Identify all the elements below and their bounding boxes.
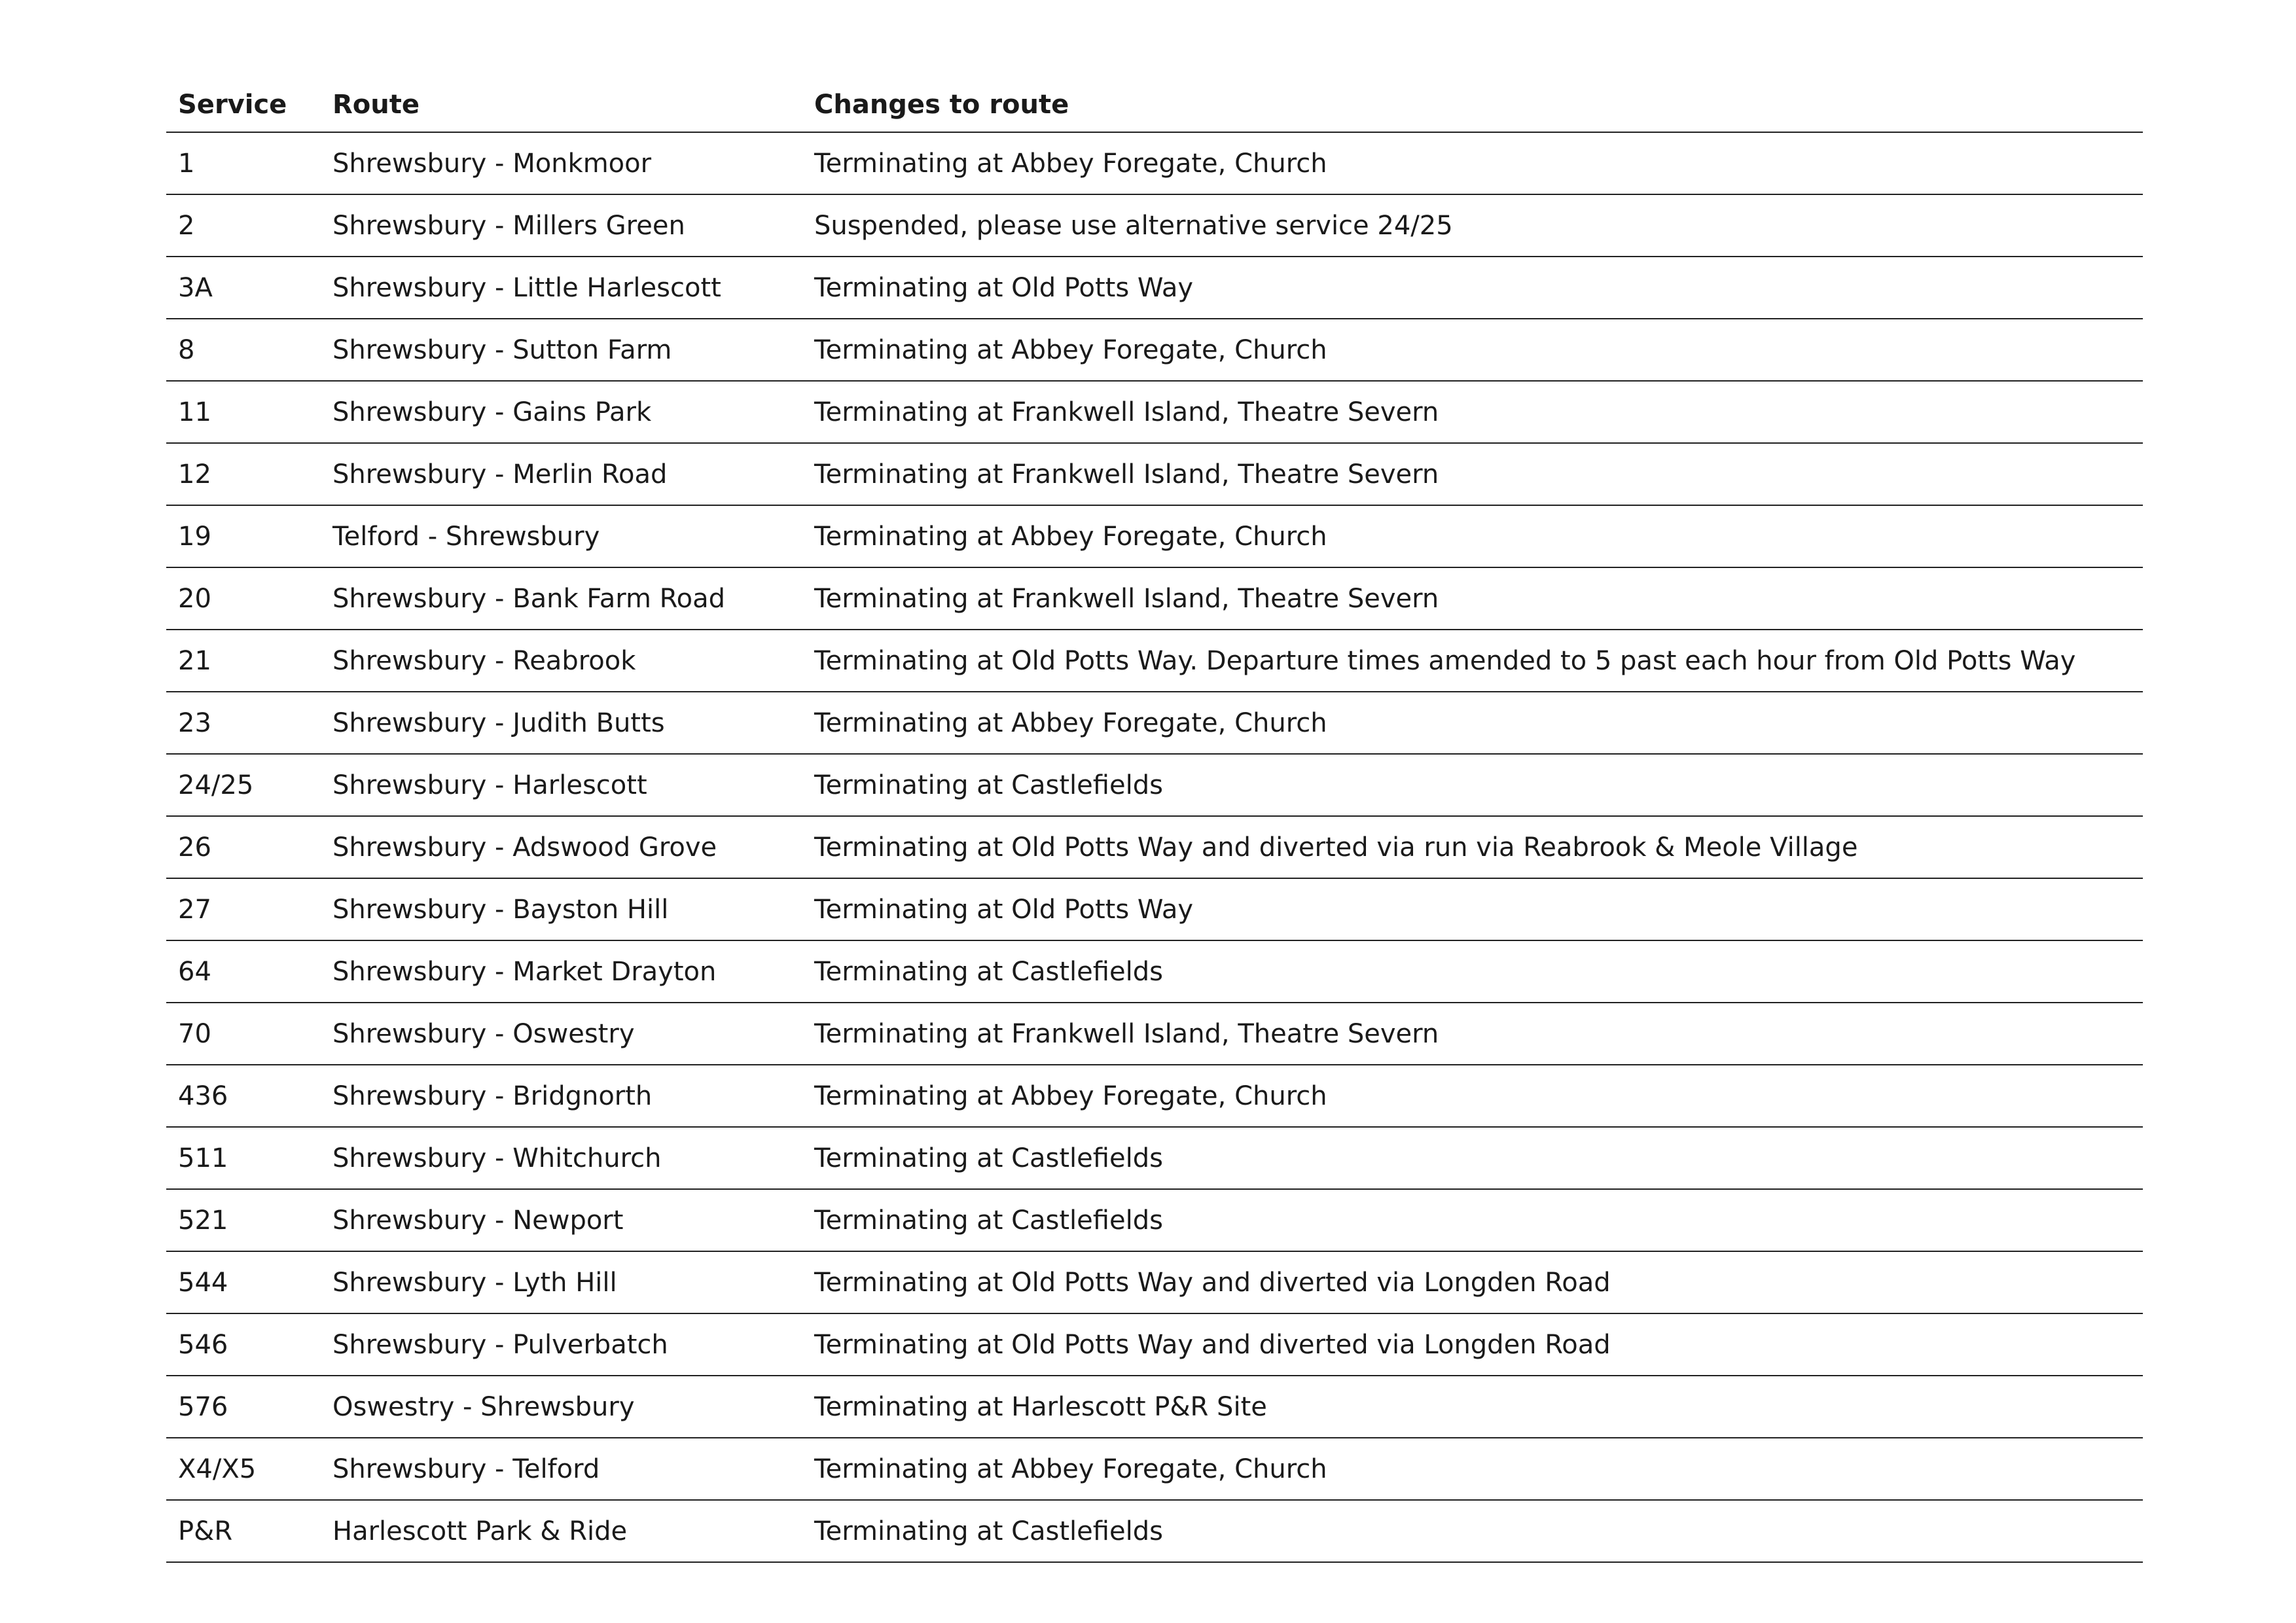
table-row bbox=[166, 1065, 2143, 1127]
changes-cell: Terminating at Frankwell Island, Theatre Severn bbox=[802, 381, 2143, 443]
table-row bbox=[166, 194, 2143, 257]
table-row bbox=[166, 1500, 2143, 1562]
service-cell: P&R bbox=[166, 1500, 321, 1562]
changes-cell: Terminating at Old Potts Way bbox=[802, 878, 2143, 940]
table-row bbox=[166, 878, 2143, 940]
service-cell: 26 bbox=[166, 816, 321, 878]
route-cell: Shrewsbury - Reabrook bbox=[321, 630, 802, 692]
route-cell: Harlescott Park & Ride bbox=[321, 1500, 802, 1562]
route-cell: Shrewsbury - Merlin Road bbox=[321, 443, 802, 505]
changes-cell: Terminating at Old Potts Way bbox=[802, 257, 2143, 319]
changes-cell: Terminating at Castlefields bbox=[802, 754, 2143, 816]
service-cell: 21 bbox=[166, 630, 321, 692]
route-cell: Shrewsbury - Millers Green bbox=[321, 194, 802, 257]
service-cell: 521 bbox=[166, 1189, 321, 1251]
service-cell: X4/X5 bbox=[166, 1438, 321, 1500]
changes-cell: Terminating at Castlefields bbox=[802, 1189, 2143, 1251]
table-row bbox=[166, 567, 2143, 630]
changes-cell: Terminating at Harlescott P&R Site bbox=[802, 1376, 2143, 1438]
table-row bbox=[166, 381, 2143, 443]
service-cell: 70 bbox=[166, 1003, 321, 1065]
route-cell: Shrewsbury - Judith Butts bbox=[321, 692, 802, 754]
header-row bbox=[166, 77, 2143, 132]
service-cell: 1 bbox=[166, 132, 321, 194]
table-row bbox=[166, 505, 2143, 567]
changes-cell: Terminating at Castlefields bbox=[802, 1500, 2143, 1562]
changes-cell: Terminating at Abbey Foregate, Church bbox=[802, 505, 2143, 567]
route-cell: Shrewsbury - Telford bbox=[321, 1438, 802, 1500]
route-cell: Shrewsbury - Gains Park bbox=[321, 381, 802, 443]
table-body bbox=[166, 132, 2143, 1562]
route-cell: Shrewsbury - Newport bbox=[321, 1189, 802, 1251]
table-row bbox=[166, 1251, 2143, 1313]
service-cell: 546 bbox=[166, 1313, 321, 1376]
service-cell: 11 bbox=[166, 381, 321, 443]
changes-cell: Terminating at Old Potts Way and diverted via Longden Road bbox=[802, 1251, 2143, 1313]
route-cell: Shrewsbury - Adswood Grove bbox=[321, 816, 802, 878]
changes-cell: Terminating at Frankwell Island, Theatre Severn bbox=[802, 443, 2143, 505]
route-cell: Shrewsbury - Whitchurch bbox=[321, 1127, 802, 1189]
table-row bbox=[166, 1438, 2143, 1500]
changes-cell: Terminating at Old Potts Way. Departure times amended to 5 past each hour from Old Potts Way bbox=[802, 630, 2143, 692]
changes-cell: Terminating at Old Potts Way and diverted via Longden Road bbox=[802, 1313, 2143, 1376]
service-cell: 436 bbox=[166, 1065, 321, 1127]
service-cell: 12 bbox=[166, 443, 321, 505]
route-cell: Shrewsbury - Bridgnorth bbox=[321, 1065, 802, 1127]
service-cell: 576 bbox=[166, 1376, 321, 1438]
changes-cell: Terminating at Abbey Foregate, Church bbox=[802, 132, 2143, 194]
table-header bbox=[166, 77, 2143, 132]
table-row bbox=[166, 443, 2143, 505]
table-row bbox=[166, 692, 2143, 754]
route-cell: Shrewsbury - Oswestry bbox=[321, 1003, 802, 1065]
table-row bbox=[166, 630, 2143, 692]
service-cell: 3A bbox=[166, 257, 321, 319]
changes-cell: Terminating at Castlefields bbox=[802, 1127, 2143, 1189]
service-cell: 8 bbox=[166, 319, 321, 381]
route-changes-table bbox=[166, 77, 2143, 1563]
route-cell: Shrewsbury - Bayston Hill bbox=[321, 878, 802, 940]
route-cell: Shrewsbury - Little Harlescott bbox=[321, 257, 802, 319]
service-cell: 20 bbox=[166, 567, 321, 630]
table-row bbox=[166, 754, 2143, 816]
route-cell: Shrewsbury - Bank Farm Road bbox=[321, 567, 802, 630]
route-cell: Shrewsbury - Lyth Hill bbox=[321, 1251, 802, 1313]
changes-cell: Terminating at Frankwell Island, Theatre Severn bbox=[802, 1003, 2143, 1065]
changes-cell: Suspended, please use alternative service 24/25 bbox=[802, 194, 2143, 257]
changes-cell: Terminating at Old Potts Way and diverted via run via Reabrook & Meole Village bbox=[802, 816, 2143, 878]
column-header-route: Route bbox=[321, 77, 802, 132]
table-row bbox=[166, 319, 2143, 381]
route-cell: Shrewsbury - Sutton Farm bbox=[321, 319, 802, 381]
table-row bbox=[166, 1189, 2143, 1251]
route-changes-document bbox=[166, 77, 2143, 1563]
route-cell: Shrewsbury - Harlescott bbox=[321, 754, 802, 816]
table-row bbox=[166, 816, 2143, 878]
service-cell: 544 bbox=[166, 1251, 321, 1313]
service-cell: 511 bbox=[166, 1127, 321, 1189]
table-row bbox=[166, 132, 2143, 194]
table-row bbox=[166, 1313, 2143, 1376]
service-cell: 2 bbox=[166, 194, 321, 257]
route-cell: Oswestry - Shrewsbury bbox=[321, 1376, 802, 1438]
table-row bbox=[166, 1003, 2143, 1065]
service-cell: 24/25 bbox=[166, 754, 321, 816]
changes-cell: Terminating at Castlefields bbox=[802, 940, 2143, 1003]
table-row bbox=[166, 940, 2143, 1003]
service-cell: 64 bbox=[166, 940, 321, 1003]
changes-cell: Terminating at Abbey Foregate, Church bbox=[802, 319, 2143, 381]
table-row bbox=[166, 257, 2143, 319]
changes-cell: Terminating at Frankwell Island, Theatre Severn bbox=[802, 567, 2143, 630]
table-row bbox=[166, 1127, 2143, 1189]
service-cell: 19 bbox=[166, 505, 321, 567]
changes-cell: Terminating at Abbey Foregate, Church bbox=[802, 692, 2143, 754]
service-cell: 23 bbox=[166, 692, 321, 754]
changes-cell: Terminating at Abbey Foregate, Church bbox=[802, 1438, 2143, 1500]
column-header-changes: Changes to route bbox=[802, 77, 2143, 132]
route-cell: Telford - Shrewsbury bbox=[321, 505, 802, 567]
changes-cell: Terminating at Abbey Foregate, Church bbox=[802, 1065, 2143, 1127]
table-row bbox=[166, 1376, 2143, 1438]
column-header-service: Service bbox=[166, 77, 321, 132]
route-cell: Shrewsbury - Market Drayton bbox=[321, 940, 802, 1003]
route-cell: Shrewsbury - Monkmoor bbox=[321, 132, 802, 194]
route-cell: Shrewsbury - Pulverbatch bbox=[321, 1313, 802, 1376]
service-cell: 27 bbox=[166, 878, 321, 940]
